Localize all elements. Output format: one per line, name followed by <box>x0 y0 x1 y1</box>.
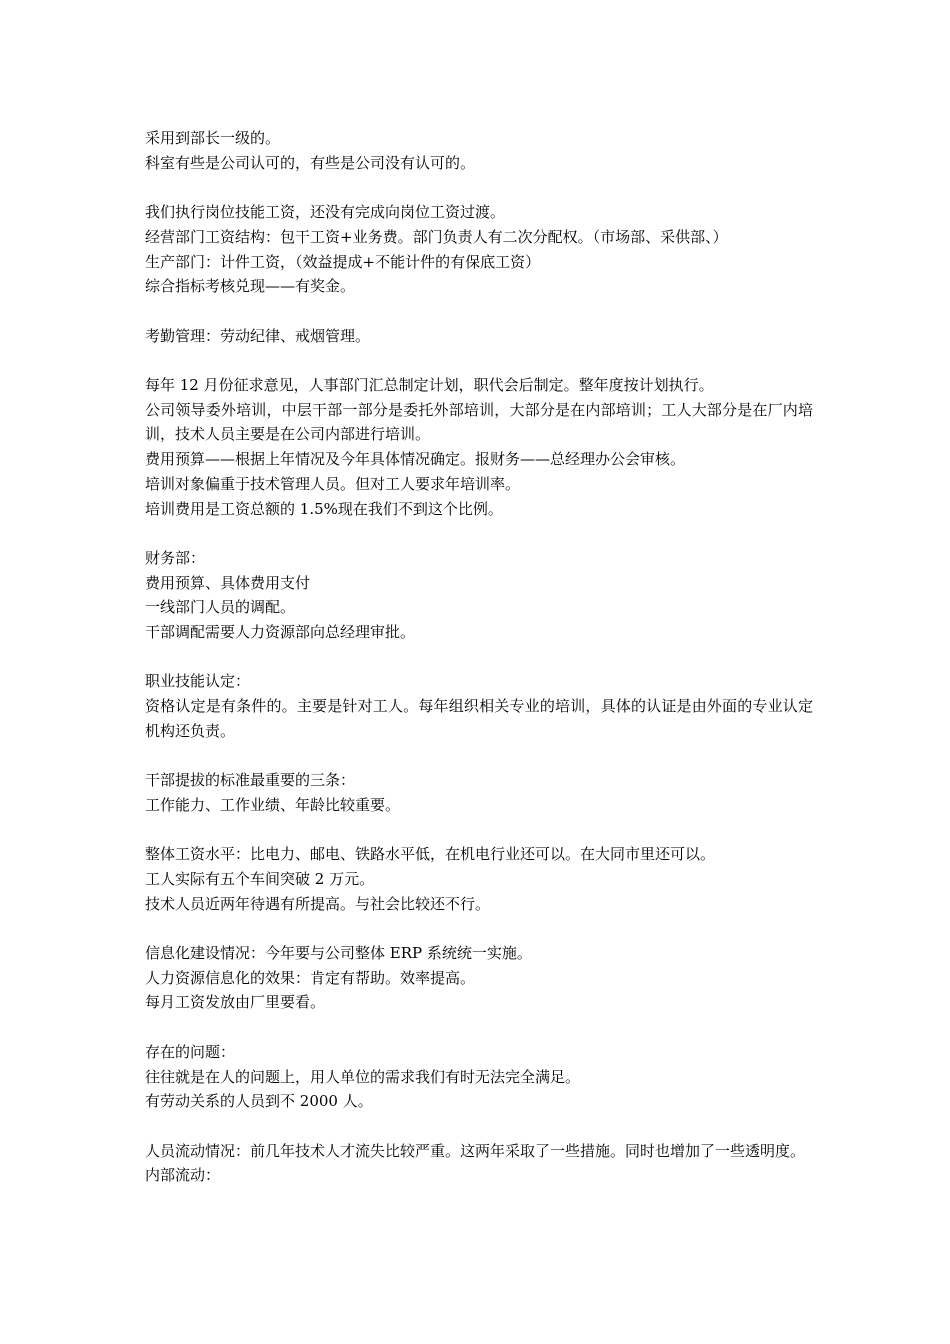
paragraph-spacer <box>145 744 813 769</box>
document-body <box>145 126 813 1188</box>
text-line: 我们执行岗位技能工资，还没有完成向岗位工资过渡。 <box>145 203 506 222</box>
text-line: 技术人员近两年待遇有所提高。与社会比较还不行。 <box>145 894 491 913</box>
text-paragraph: 资格认定是有条件的。主要是针对工人。每年组织相关专业的培训，具体的认证是由外面的专业认定机构还负责。 <box>145 697 813 740</box>
paragraph-spacer <box>145 521 813 546</box>
paragraph-spacer <box>145 1015 813 1040</box>
text-line: 工人实际有五个车间突破 2 万元。 <box>145 869 375 888</box>
text-line: 科室有些是公司认可的，有些是公司没有认可的。 <box>145 153 476 172</box>
section-heading: 存在的问题： <box>145 1042 236 1061</box>
section-heading: 财务部： <box>145 548 206 567</box>
paragraph-spacer <box>145 818 813 843</box>
paragraph-spacer <box>145 175 813 200</box>
paragraph-spacer <box>145 916 813 941</box>
text-paragraph: 人员流动情况：前几年技术人才流失比较严重。这两年采取了一些措施。同时也增加了一些透明度。 <box>145 1141 806 1160</box>
text-paragraph: 公司领导委外培训，中层干部一部分是委托外部培训，大部分是在内部培训；工人大部分是在厂内培训，技术人员主要是在公司内部进行培训。 <box>145 400 813 444</box>
text-line: 每月工资发放由厂里要看。 <box>145 993 326 1012</box>
text-line: 整体工资水平：比电力、邮电、铁路水平低，在机电行业还可以。在大同市里还可以。 <box>145 845 716 864</box>
text-line: 考勤管理：劳动纪律、戒烟管理。 <box>145 326 371 345</box>
text-line: 有劳动关系的人员到不 2000 人。 <box>145 1092 373 1111</box>
section-heading: 干部提拔的标准最重要的三条： <box>145 771 356 790</box>
text-line: 信息化建设情况：今年要与公司整体 ERP 系统统一实施。 <box>145 944 532 963</box>
text-line: 工作能力、工作业绩、年龄比较重要。 <box>145 795 401 814</box>
text-line: 采用到部长一级的。 <box>145 129 281 147</box>
text-line: 一线部门人员的调配。 <box>145 598 296 617</box>
text-line: 每年 12 月份征求意见，人事部门汇总制定计划，职代会后制定。整年度按计划执行。 <box>145 375 714 394</box>
text-line: 干部调配需要人力资源部向总经理审批。 <box>145 623 416 641</box>
text-line: 人力资源信息化的效果：肯定有帮助。效率提高。 <box>145 968 476 987</box>
text-line: 培训费用是工资总额的 1.5%现在我们不到这个比例。 <box>145 499 503 518</box>
paragraph-spacer <box>145 1114 813 1139</box>
text-line: 往往就是在人的问题上，用人单位的需求我们有时无法完全满足。 <box>145 1067 581 1086</box>
paragraph-spacer <box>145 645 813 670</box>
paragraph-spacer <box>145 299 813 324</box>
section-heading: 内部流动： <box>145 1166 221 1185</box>
text-line: 经营部门工资结构：包干工资+业务费。部门负责人有二次分配权。（市场部、采供部、） <box>145 227 728 246</box>
section-heading: 职业技能认定： <box>145 672 251 691</box>
text-line: 综合指标考核兑现——有奖金。 <box>145 277 356 296</box>
text-line: 生产部门：计件工资，（效益提成+不能计件的有保底工资） <box>145 252 541 271</box>
text-line: 费用预算——根据上年情况及今年具体情况确定。报财务——总经理办公会审核。 <box>145 450 686 469</box>
text-line: 费用预算、具体费用支付 <box>145 573 311 592</box>
text-line: 培训对象偏重于技术管理人员。但对工人要求年培训率。 <box>145 474 521 493</box>
paragraph-spacer <box>145 348 813 373</box>
